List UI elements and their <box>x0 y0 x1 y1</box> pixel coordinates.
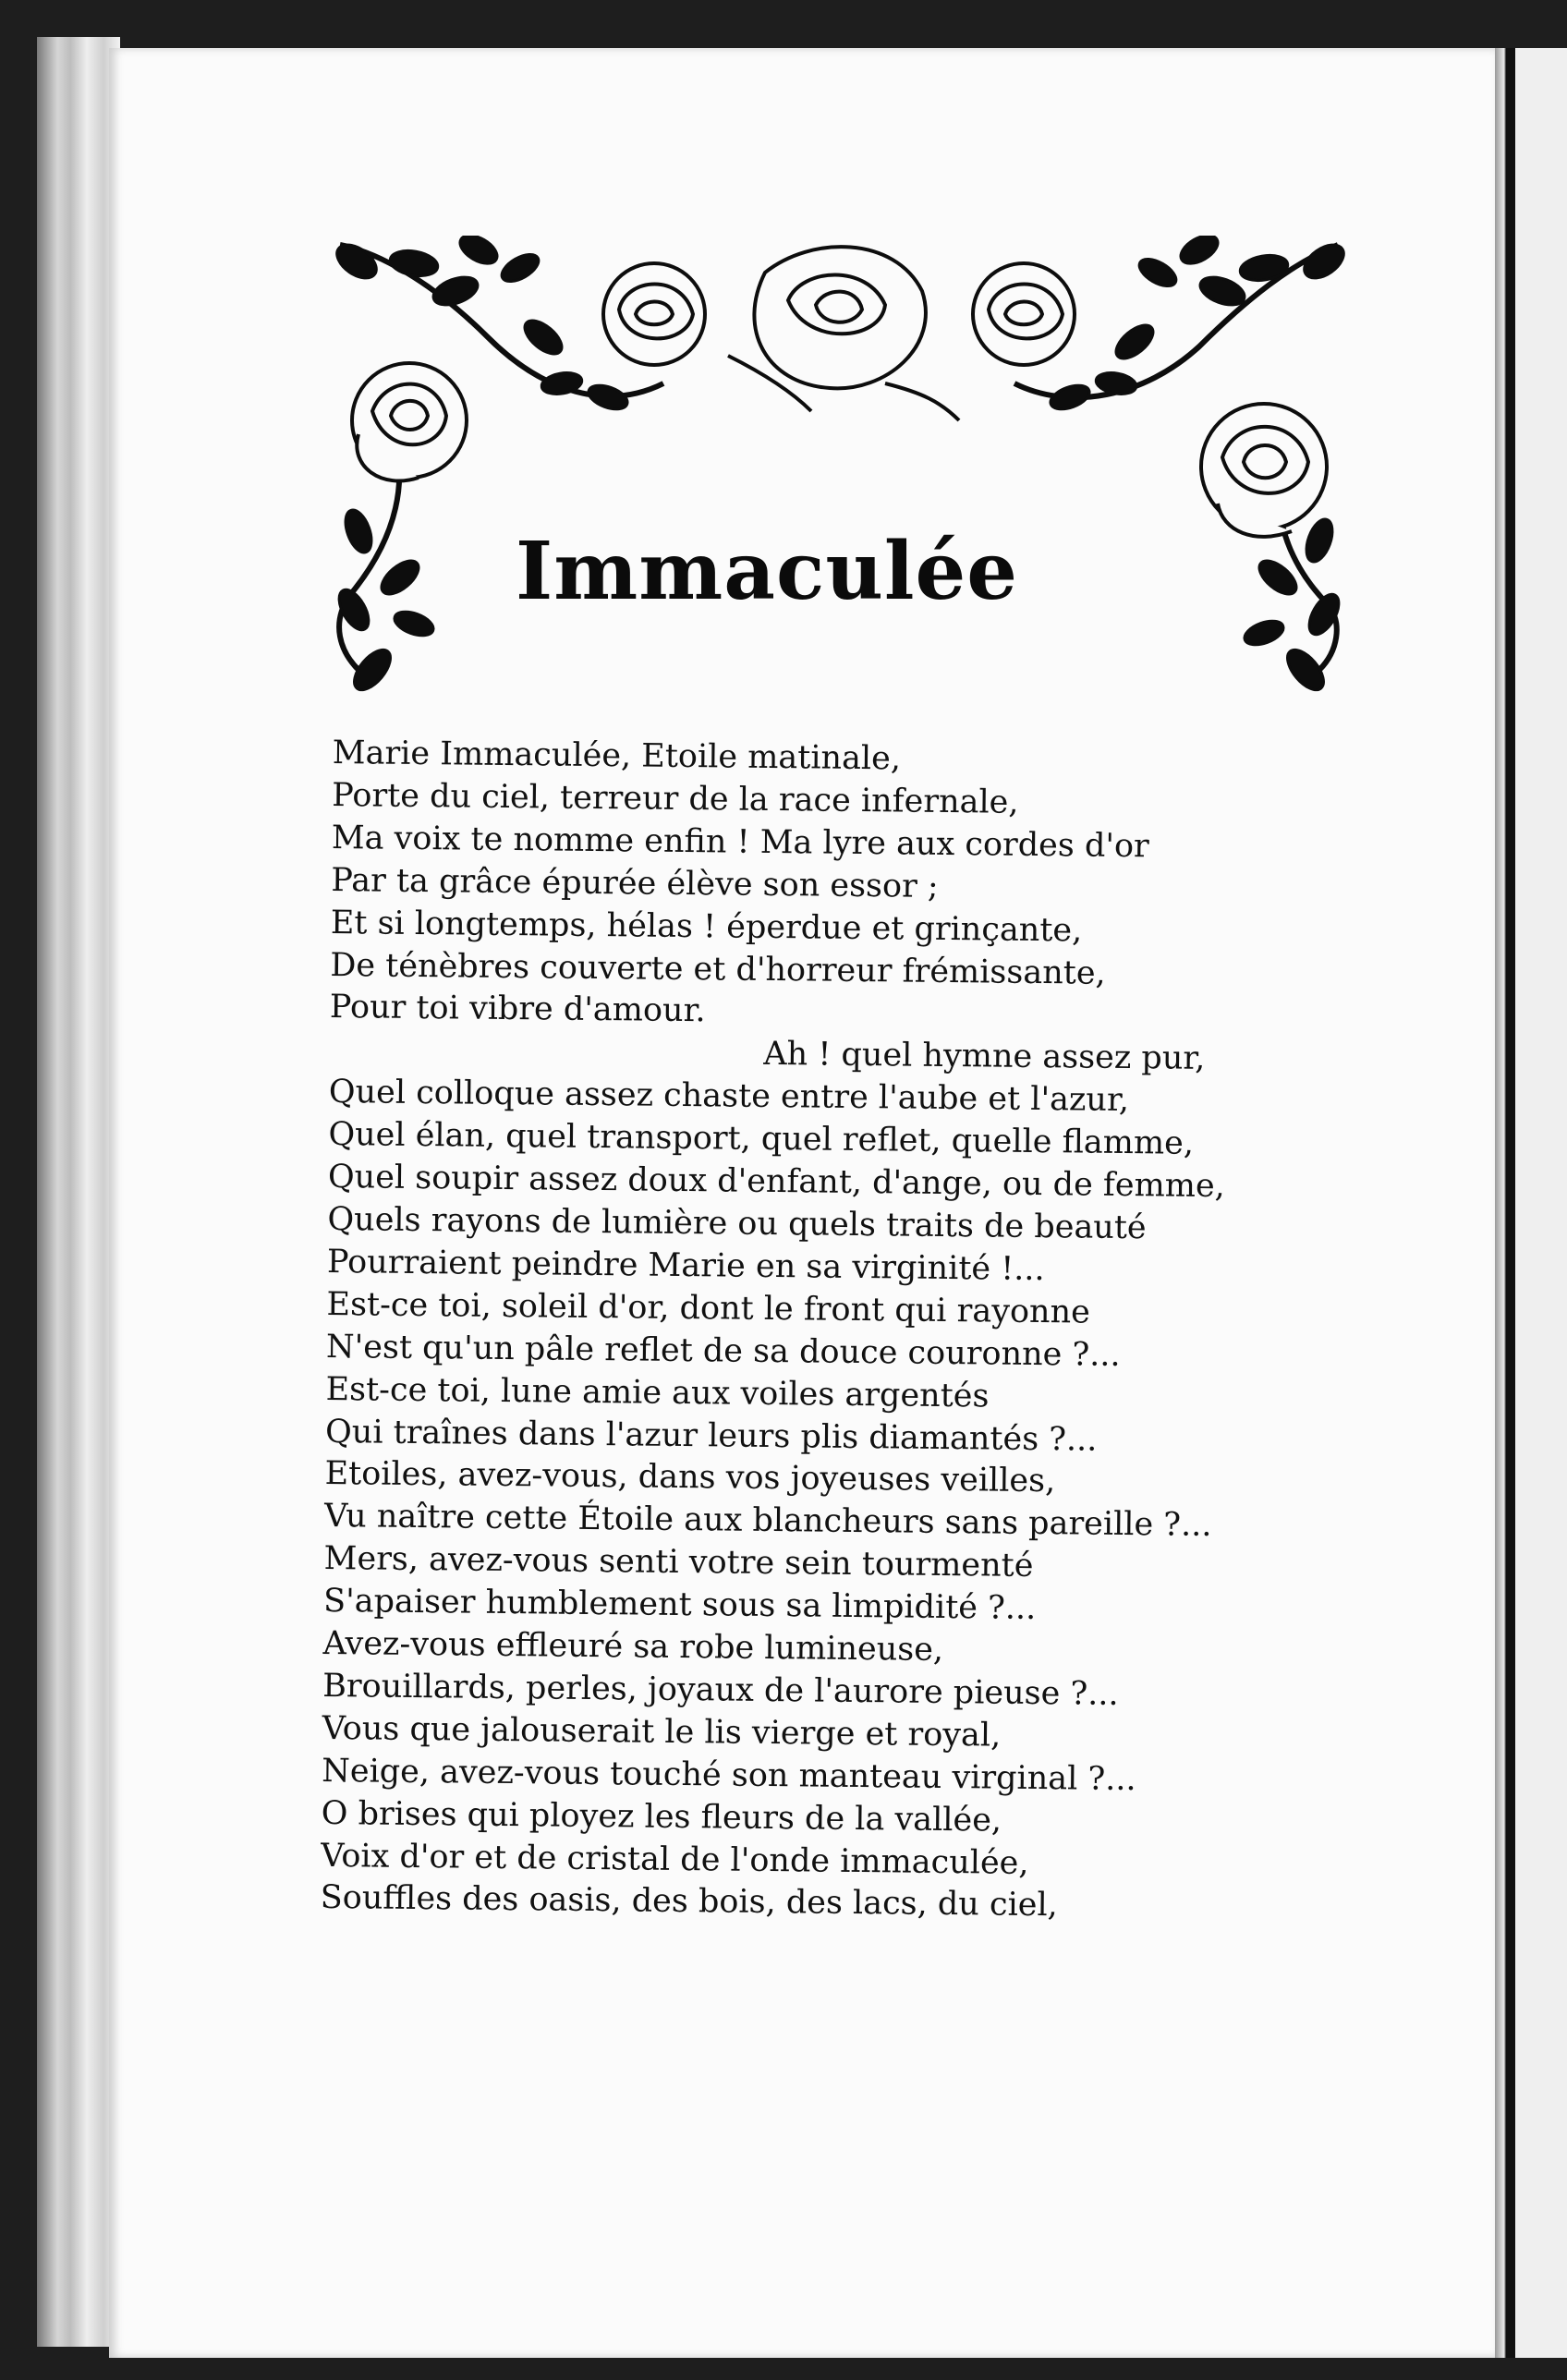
poem-line: Pour toi vibre d'amour. <box>329 989 706 1030</box>
rose-center-right <box>973 263 1075 365</box>
poem-line: Quel élan, quel transport, quel reflet, quelle flamme, <box>328 1116 1195 1162</box>
poem-line: Pourraient peindre Marie en sa virginité !... <box>326 1243 1045 1288</box>
poem-line: Neige, avez-vous touché son manteau virginal ?... <box>322 1752 1136 1798</box>
poem-line: Mers, avez-vous senti votre sein tourmenté <box>323 1540 1034 1585</box>
book-page-edges <box>37 37 120 2347</box>
poem-line: Marie Immaculée, Etoile matinale, <box>332 734 902 778</box>
facing-page-edge <box>1515 48 1567 2358</box>
poem-line: Quel soupir assez doux d'enfant, d'ange, ou de femme, <box>327 1159 1225 1206</box>
rose-center <box>728 247 959 420</box>
rose-center-left <box>603 263 705 365</box>
poem-line: Qui traînes dans l'azur leurs plis diamantés ?... <box>324 1413 1098 1459</box>
poem-line: Avez-vous effleuré sa robe lumineuse, <box>322 1624 944 1670</box>
poem-line: Par ta grâce épurée élève son essor ; <box>331 861 939 905</box>
poem-line: Porte du ciel, terreur de la race infernale, <box>332 776 1019 821</box>
poem-title: Immaculée <box>516 525 1018 618</box>
poem-line: O brises qui ployez les fleurs de la vallée, <box>321 1794 1002 1840</box>
poem-line: Est-ce toi, lune amie aux voiles argentés <box>325 1370 990 1415</box>
rose-ornament-header <box>331 236 1347 698</box>
book-gutter <box>1495 48 1515 2358</box>
poem-line: De ténèbres couverte et d'horreur frémissante, <box>330 946 1106 992</box>
poem-line: Quel colloque assez chaste entre l'aube et l'azur, <box>328 1074 1130 1120</box>
poem-text <box>321 733 1367 1931</box>
poem-line: Vu naître cette Étoile aux blancheurs sans pareille ?... <box>323 1498 1212 1545</box>
poem-line: Voix d'or et de cristal de l'onde immaculée, <box>321 1837 1029 1882</box>
poem-line: Ma voix te nomme enfin ! Ma lyre aux cordes d'or <box>331 819 1149 866</box>
poem-line: Souffles des oasis, des bois, des lacs, du ciel, <box>320 1879 1058 1925</box>
rose-right <box>1201 404 1327 537</box>
poem-line: N'est qu'un pâle reflet de sa douce couronne ?... <box>325 1328 1121 1374</box>
poem-line: Brouillards, perles, joyaux de l'aurore pieuse ?... <box>322 1667 1119 1713</box>
rose-left <box>352 363 467 480</box>
poem-line: Etoiles, avez-vous, dans vos joyeuses veilles, <box>324 1455 1056 1500</box>
poem-line: Ah ! quel hymne assez pur, <box>763 1036 1206 1078</box>
poem-line: Vous que jalouserait le lis vierge et royal, <box>322 1709 1002 1755</box>
poem-line: Est-ce toi, soleil d'or, dont le front qui rayonne <box>326 1285 1091 1331</box>
poem-line: S'apaiser humblement sous sa limpidité ?... <box>322 1583 1037 1628</box>
poem-line: Quels rayons de lumière ou quels traits de beauté <box>327 1200 1147 1247</box>
poem-line: Et si longtemps, hélas ! éperdue et grinçante, <box>330 904 1083 950</box>
